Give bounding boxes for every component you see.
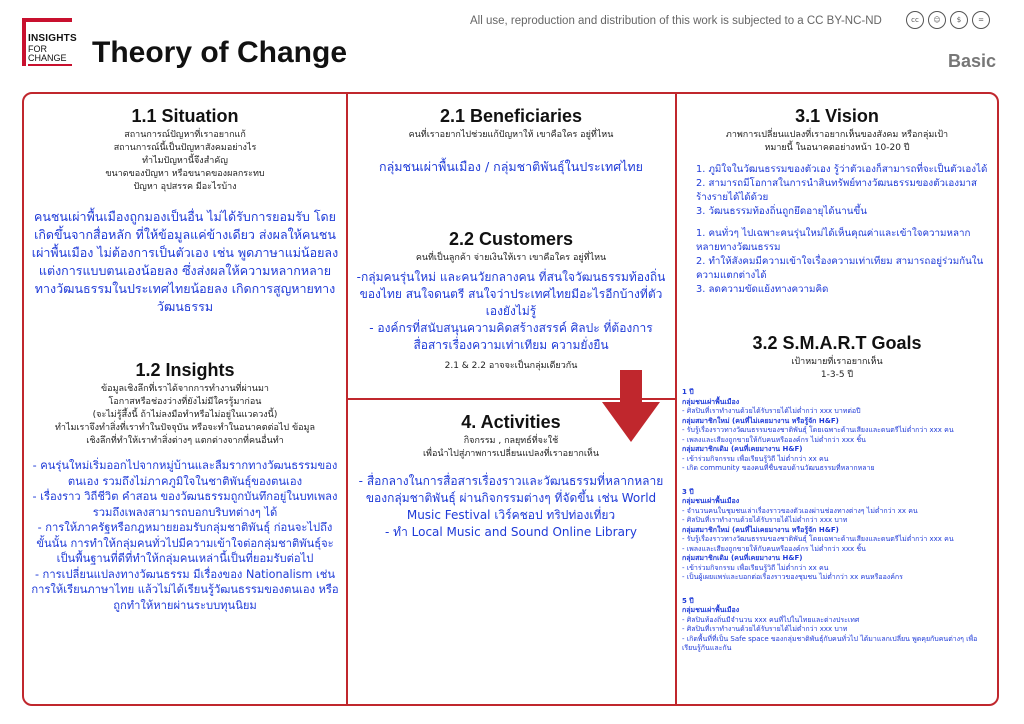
goals-item: - เพลงและเสียงถูกขายให้กับคนหรือองค์กร ไม่ต่ำกว่า xxx ชิ้น [682, 435, 866, 444]
vision-item: 1. ภูมิใจในวัฒนธรรมของตัวเอง รู้ว่าตัวเองก็สามารถที่จะเป็นตัวเองได้ [696, 164, 988, 175]
insights-item: - คนรุ่นใหม่เริ่มออกไปจากหมู่บ้านและลืมรากทางวัฒนธรรมของตนเอง รวมถึงไม่ภาคภูมิใจในชาติพันธุ์ของตนเอง [32, 459, 338, 488]
goals-group-label: กลุ่มสมาชิกเดิม (คนที่เคยมางาน H&F) [682, 445, 803, 453]
situation-heading: 1.1 Situation [131, 106, 239, 126]
logo-line-3: CHANGE [28, 53, 67, 63]
insights-desc-line: (จะไม่รู้สึ้งนี้ ถ้าไม่ลงมือทำหรือไม่อยู่ในแวดวงนี้) [92, 410, 278, 420]
goals-desc [682, 356, 992, 382]
situation-desc-line: ทำไมปัญหานี้จึงสำคัญ [142, 156, 228, 166]
insights-desc-line: ข้อมูลเชิงลึกที่เราได้จากการทำงานที่ผ่านมา [101, 384, 269, 394]
vision-item: 3. ลดความขัดแย้งทางความคิด [696, 284, 829, 295]
vision-heading: 3.1 Vision [795, 106, 879, 126]
vision-desc-line: หมายนี้ ในอนาคตอย่างหน้า 10-20 ปี [764, 143, 910, 153]
beneficiaries-desc: คนที่เราอยากไปช่วยแก้ปัญหาให้ เขาคือใคร อยู่ที่ไหน [408, 130, 614, 140]
activities-desc-line: กิจกรรม , กลยุทธ์ที่จะใช้ [463, 436, 559, 446]
goals-group-label: กลุ่มชนเผ่าพื้นเมือง [682, 606, 740, 614]
beneficiaries-body: กลุ่มชนเผ่าพื้นเมือง / กลุ่มชาติพันธุ์ในประเทศไทย [379, 159, 643, 174]
cc-icon: cc [906, 11, 924, 29]
goals-item: - ศิลปินท้องถิ่นมีจำนวน xxx คนที่ไปในไทยและต่างประเทศ [682, 615, 860, 624]
customers-desc: คนที่เป็นลูกค้า จ่ายเงินให้เรา เขาคือใคร อยู่ที่ไหน [415, 253, 607, 263]
customers-body [354, 269, 668, 354]
logo-line-1: INSIGHTS [28, 33, 77, 44]
goals-item: - รับรู้เรื่องราวทางวัฒนธรรมของชาติพันธุ์ โดยเฉพาะด้านเสียงและดนตรีไม่ต่ำกว่า xxx คน [682, 535, 954, 543]
goals-item: - เป็นผู้เผยแพร่และบอกต่อเรื่องราวของชุมชน ไม่ต่ำกว่า xx คนหรือองค์กร [682, 573, 903, 581]
activities-body [354, 473, 668, 541]
down-arrow-icon [602, 370, 660, 442]
goals-header [682, 333, 992, 382]
goals-list [682, 382, 992, 654]
situation-section [30, 106, 340, 316]
goals-group-label: กลุ่มชนเผ่าพื้นเมือง [682, 497, 740, 505]
goals-group-label: กลุ่มสมาชิกเดิม (คนที่เคยมางาน H&F) [682, 554, 803, 562]
insights-item: - การเปลี่ยนแปลงทางวัฒนธรรม มีเรื่องของ Nationalism เช่น การให้เรียนภาษาไทย แล้วไม่ได้เรียนรู้วัฒนธรรมของตนเอง หรือถูกทำให้หายผ่านระบบทุนนิยม [31, 567, 339, 612]
vision-item: 2. สามารถมีโอกาสในการนำสินทรัพย์ทางวัฒนธรรมของตัวเองมาสร้างรายได้ได้ด้วย [696, 178, 978, 203]
activities-desc-line: เพื่อนำไปสู่ภาพการเปลี่ยนแปลงที่เราอยากเห็น [422, 449, 599, 459]
insights-desc-line: โอกาสหรือช่องว่างที่ยังไม่มีใครรู้มาก่อน [108, 397, 262, 407]
vision-desc [682, 129, 992, 155]
activities-heading: 4. Activities [461, 412, 561, 432]
goals-item: - เข้าร่วมกิจกรรม เพื่อเรียนรู้วิถี ไม่ต่ำกว่า xx คน [682, 563, 829, 572]
goals-year-label: 5 ปี [682, 596, 694, 605]
goals-desc-line: เป้าหมายที่เราอยากเห็น [791, 357, 883, 367]
vision-item: 2. ทำให้สังคมมีความเข้าใจเรื่องความเท่าเทียม สามารถอยู่ร่วมกันในความแตกต่างได้ [696, 256, 984, 281]
by-icon: ☺ [928, 11, 946, 29]
goals-item: - เพลงและเสียงถูกขายให้กับคนหรือองค์กร ไม่ต่ำกว่า xxx ชิ้น [682, 544, 866, 553]
situation-desc-line: ปัญหา อุปสรรค มีอะไรบ้าง [133, 182, 237, 192]
goals-year-label: 1 ปี [682, 388, 694, 396]
customers-item: -กลุ่มคนรุ่นใหม่ และคนวัยกลางคน ที่สนใจวัฒนธรรมท้องถิ่นของไทย สนใจดนตรี สนใจว่าประเทศไทยมีอะไรอีกบ้างที่ตัวเองยังไม่รู้ [356, 270, 666, 318]
goals-item: - เกิดพื้นที่ที่เป็น Safe space ของกลุ่มชาติพันธุ์กับคนทั่วไป ได้มาแลกเปลี่ยน พูดคุยกับคนต่างๆ เพื่อเรียนรู้กันและกัน [682, 634, 978, 652]
vision-section [682, 106, 992, 297]
situation-desc-line: สถานการณ์นี้เป็นปัญหาสังคมอย่างไร [113, 143, 257, 153]
situation-desc-line: สถานการณ์ปัญหาที่เราอยากแก้ [124, 130, 246, 140]
vision-item: 1. คนทั่วๆ ไปเฉพาะคนรุ่นใหม่ได้เห็นคุณค่าและเข้าใจความหลากหลายทางวัฒนธรรม [696, 228, 971, 253]
column-divider-2 [675, 94, 677, 704]
insights-item: - การให้ภาครัฐหรือกฎหมายยอมรับกลุ่มชาติพันธุ์ ก่อนจะไปถึงขั้นนั้น การทำให้กลุ่มคนทั่วไปมีความเข้าใจต่อกลุ่มชาติพันธุ์จะเป็นพื้นฐานที่ดีที่ทำให้กลุ่มคนเหล่านี้เป็นที่ยอมรับต่อไป [36, 521, 334, 565]
vision-desc-line: ภาพการเปลี่ยนแปลงที่เราอยากเห็นของสังคม หรือกลุ่มเป้า [725, 130, 949, 140]
goals-heading: 3.2 S.M.A.R.T Goals [752, 333, 922, 353]
goals-group-label: กลุ่มสมาชิกใหม่ (คนที่ไม่เคยมางาน หรือรู้จัก H&F) [682, 525, 839, 534]
goals-year-label: 3 ปี [682, 487, 694, 496]
cc-license-icons [906, 11, 990, 29]
goals-group-label: กลุ่มสมาชิกใหม่ (คนที่ไม่เคยมางาน หรือรู้จัก H&F) [682, 416, 839, 425]
insights-for-change-logo [22, 18, 77, 66]
insights-desc [30, 383, 340, 448]
insights-section [30, 360, 340, 613]
goals-item: - ศิลปินที่เราทำงานด้วยได้รับรายได้ไม่ต่ำกว่า xxx บาทต่อปี [682, 407, 861, 415]
insights-heading: 1.2 Insights [135, 360, 235, 380]
vision-list-a [682, 163, 992, 219]
situation-body: คนชนเผ่าพื้นเมืองถูกมองเป็นอื่น ไม่ได้รับการยอมรับ โดยเกิดขึ้นจากสื่อหลัก ที่ให้ข้อมูลแค่ข้างเดียว ส่งผลให้คนชนเผ่าพื้นเมือง ไม่ต้องการเป็นตัวเอง เช่น พูดภาษาแม่น้อยลง แต่งการแบบตนเองน้อยลง ซึ่งส่งผลให้ความหลากหลายทางวัฒนธรรมในประเทศไทยน้อยลง เกิดการสูญหายทางวัฒนธรรม [31, 209, 339, 314]
goals-item: - เกิด community ของคนที่ชื่นชอบด้านวัฒนธรรมที่หลากหลาย [682, 464, 875, 472]
customers-note: 2.1 & 2.2 อาจจะเป็นกลุ่มเดียวกัน [444, 361, 578, 371]
beneficiaries-heading: 2.1 Beneficiaries [439, 106, 583, 126]
page-title: Theory of Change [92, 36, 348, 69]
nc-icon: $ [950, 11, 968, 29]
customers-heading: 2.2 Customers [448, 229, 574, 249]
goals-item: - ศิลปินที่เราทำงานด้วยได้รับรายได้ไม่ต่ำกว่า xxx บาท [682, 516, 848, 524]
activities-item: - ทำ Local Music and Sound Online Library [385, 525, 637, 539]
logo-line-2: FOR [28, 44, 47, 54]
insights-item: - เรื่องราว วิถีชีวิต คำสอน ของวัฒนธรรมถูกบันทึกอยู่ในบทเพลง รวมถึงเพลงสามารถบอกบริบทต่างๆ ได้ [32, 490, 338, 519]
insights-body [30, 458, 340, 613]
insights-desc-line: เชิงลึกที่ทำให้เราทำสิ่งต่างๆ แตกต่างจากที่คนอื่นทำ [86, 436, 284, 446]
activities-item: - สื่อกลางในการสื่อสารเรื่องราวและวัฒนธรรมที่หลากหลายของกลุ่มชาติพันธุ์ ผ่านกิจกรรมต่างๆ ที่จัดขึ้น เช่น World Music Festival เวิร์คชอป ทริปท่องเที่ยว [358, 474, 664, 522]
goals-item: - จำนวนคนในชุมชนเล่าเรื่องราวของตัวเองผ่านช่องทางต่างๆ ไม่ต่ำกว่า xx คน [682, 506, 918, 515]
goals-item: - ศิลปินที่เราทำงานด้วยได้รับรายได้ไม่ต่ำกว่า xxx บาท [682, 625, 848, 633]
nd-icon: = [972, 11, 990, 29]
customers-section [354, 229, 668, 373]
beneficiaries-section [354, 106, 668, 176]
goals-desc-line: 1-3-5 ปี [820, 370, 854, 380]
insights-desc-line: ทำไมเราจึงทำสิ่งที่เราทำในปัจจุบัน หรือจะทำในอนาคตต่อไป ข้อมูล [54, 423, 315, 433]
goals-group-label: กลุ่มชนเผ่าพื้นเมือง [682, 397, 740, 406]
vision-list-b [682, 227, 992, 297]
situation-desc [30, 129, 340, 194]
goals-item: - รับรู้เรื่องราวทางวัฒนธรรมของชาติพันธุ์ โดยเฉพาะด้านเสียงและดนตรีไม่ต่ำกว่า xxx คน [682, 426, 954, 434]
vision-item: 3. วัฒนธรรมท้องถิ่นถูกยึดอายุได้นานขึ้น [696, 206, 867, 217]
level-label: Basic [947, 51, 996, 71]
customers-item: - องค์กรที่สนับสนุนความคิดสร้างสรรค์ ศิลปะ ที่ต้องการสื่อสารเรื่องความเท่าเทียม ความยั่งยืน [369, 321, 653, 352]
goals-item: - เข้าร่วมกิจกรรม เพื่อเรียนรู้วิถี ไม่ต่ำกว่า xx คน [682, 454, 829, 463]
situation-desc-line: ขนาดของปัญหา หรือขนาดของผลกระทบ [105, 169, 265, 179]
license-text: All use, reproduction and distribution of this work is subjected to a CC BY-NC-ND [470, 15, 882, 27]
